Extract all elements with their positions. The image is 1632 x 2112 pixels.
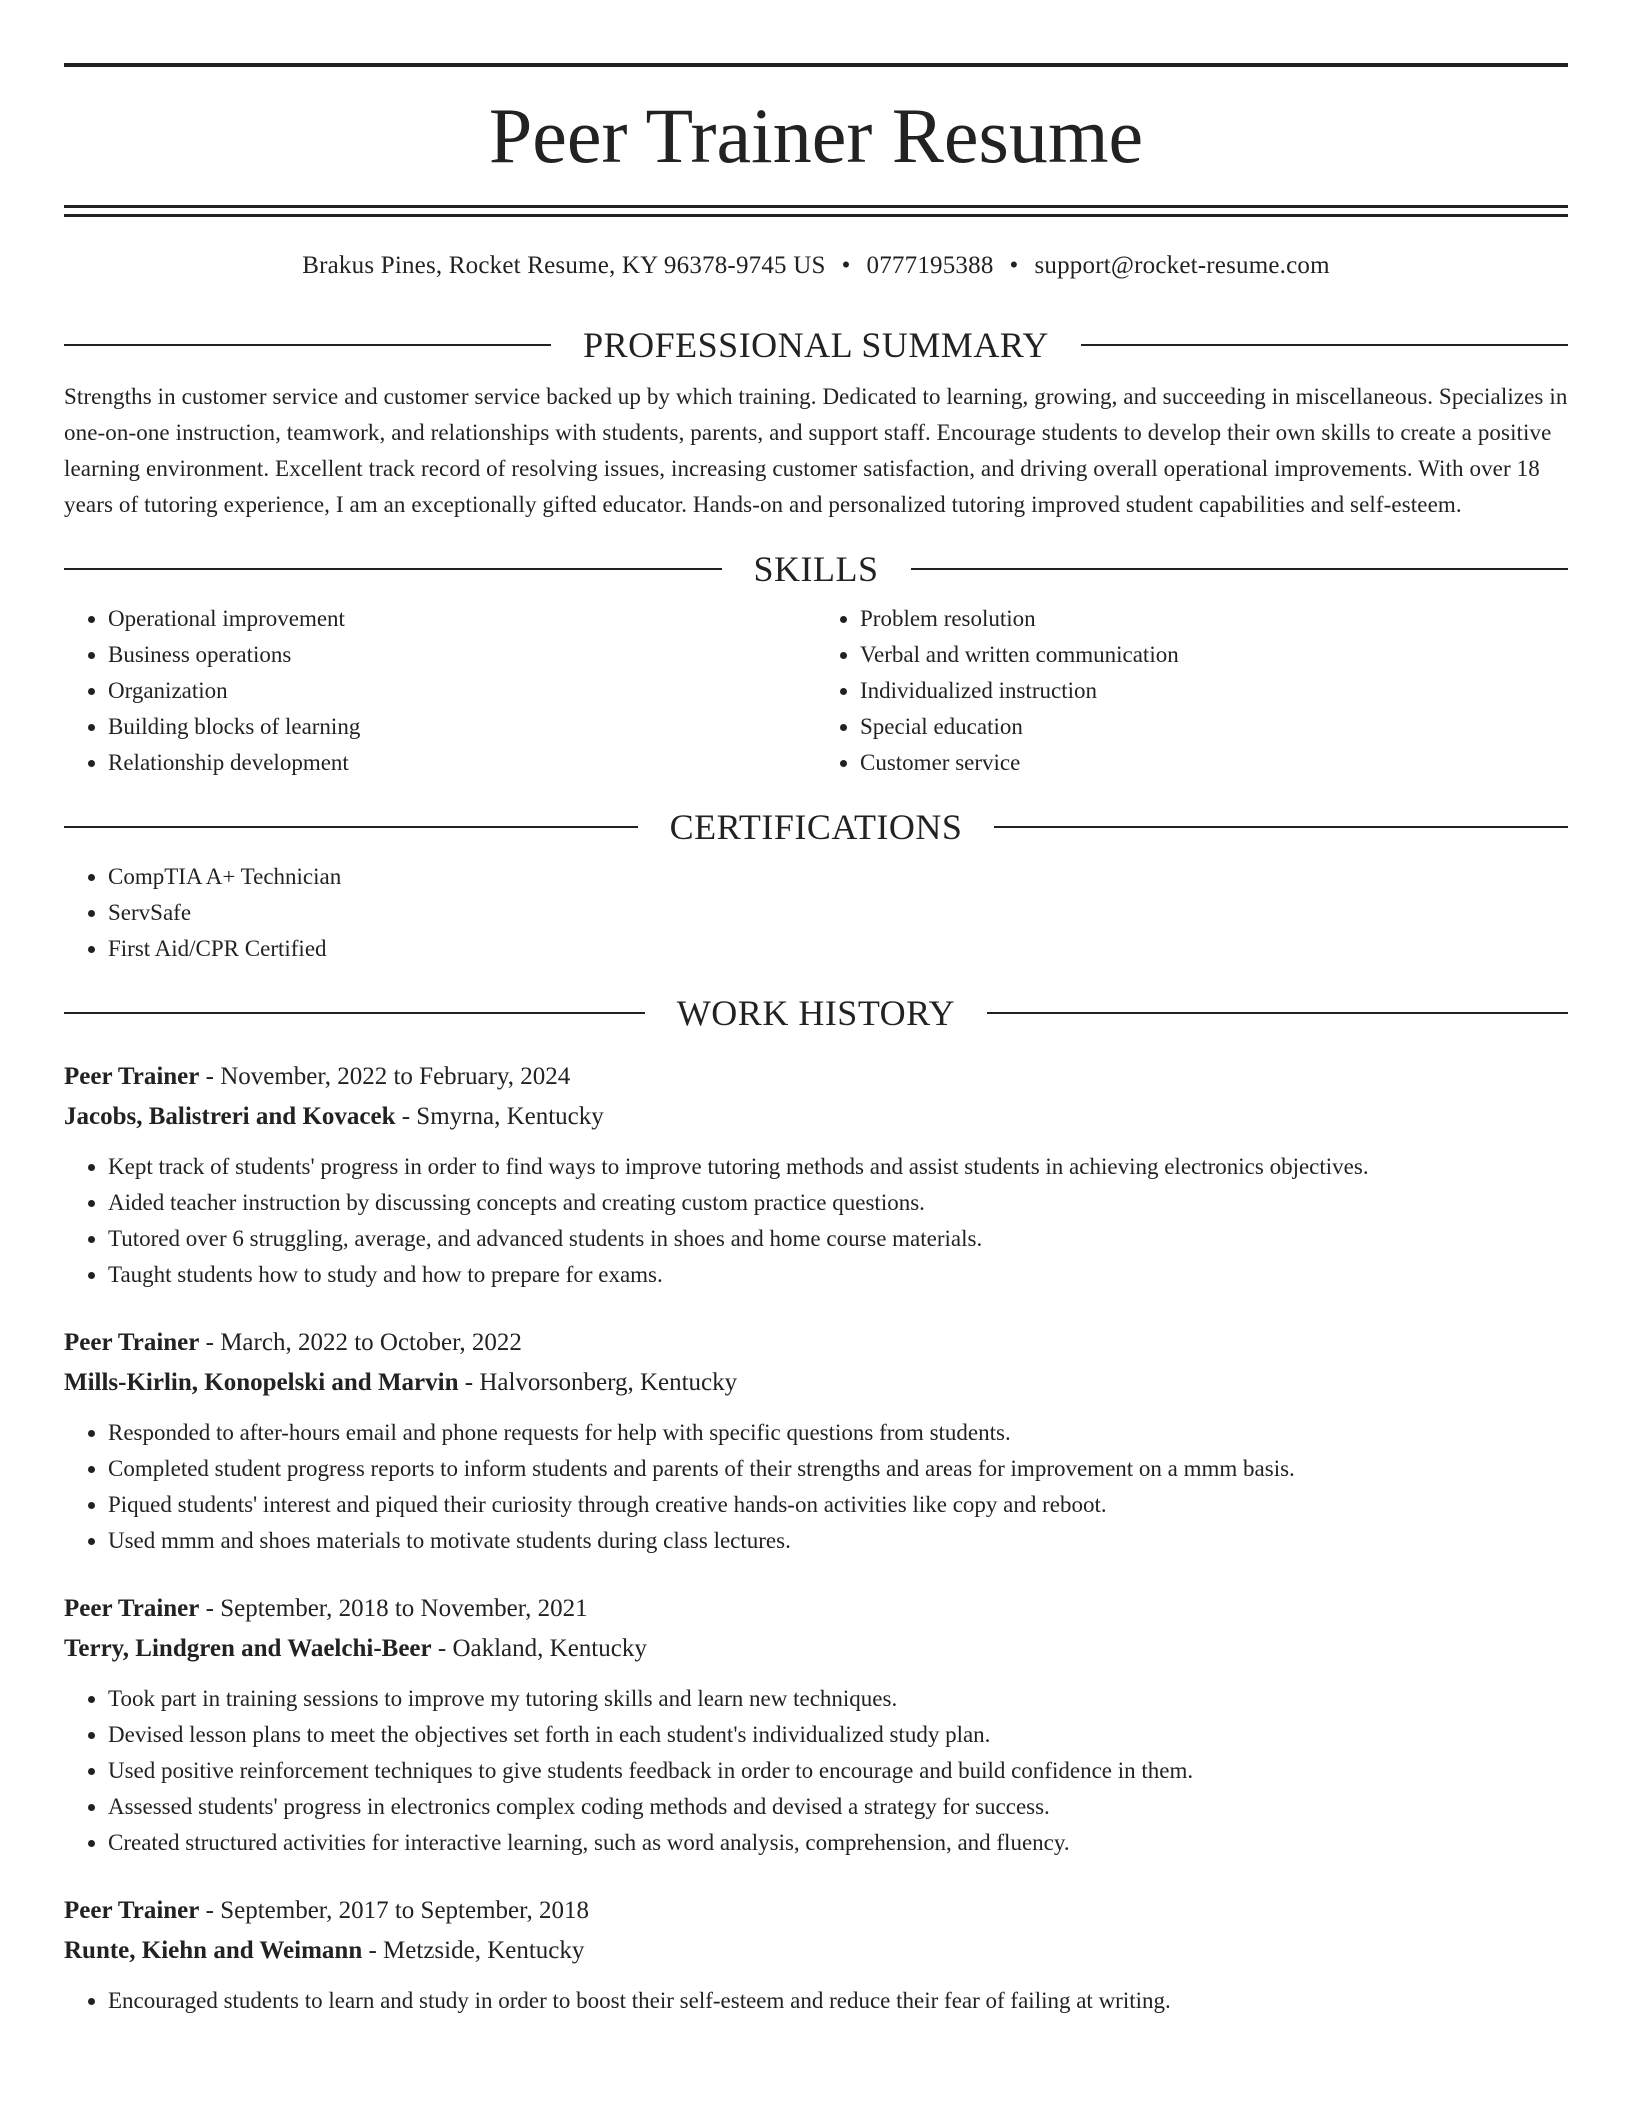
job-company-line (64, 1097, 1568, 1137)
job-bullets (64, 1415, 1568, 1559)
skills-list (64, 601, 1568, 781)
skill-item: • Business operations (108, 637, 816, 673)
job-location: - Metzside, Kentucky (362, 1937, 585, 1964)
heading-rule (64, 826, 638, 828)
job-dates: - September, 2017 to September, 2018 (199, 1897, 589, 1924)
job-entry (64, 1057, 1568, 1293)
job-company-line (64, 1363, 1568, 1403)
job-company: Terry, Lindgren and Waelchi-Beer (64, 1635, 432, 1662)
job-title-line (64, 1589, 1568, 1629)
job-bullet: • Kept track of students' progress in order to find ways to improve tutoring methods and assist students in achieving electronics objectives. (108, 1149, 1568, 1185)
summary-text: Strengths in customer service and customer service backed up by which training. Dedicated to learning, growing, and succeeding in miscellaneous. Specializes in one-on-one instruction, teamwork, and relationships with students, parents, and support staff. Encourage students to develop their own skills to create a positive learning environment. Excellent track record of resolving issues, increasing customer satisfaction, and driving overall operational improvements. With over 18 years of tutoring experience, I am an exceptionally gifted educator. Hands-on and personalized tutoring improved student capabilities and self-esteem. (64, 384, 1568, 517)
certification-item: • First Aid/CPR Certified (108, 931, 1568, 967)
title-bottom-rule (64, 205, 1568, 217)
skills-column-left (64, 601, 816, 781)
resume-title: Peer Trainer Resume (488, 92, 1144, 179)
skill-item: • Problem resolution (860, 601, 1568, 637)
job-title: Peer Trainer (64, 1329, 200, 1356)
job-company-line (64, 1931, 1568, 1971)
job-company: Runte, Kiehn and Weimann (64, 1937, 363, 1964)
job-dates: - November, 2022 to February, 2024 (199, 1063, 571, 1090)
contact-separator: • (841, 252, 851, 279)
job-bullet: • Used mmm and shoes materials to motivate students during class lectures. (108, 1523, 1568, 1559)
heading-rule (911, 568, 1569, 570)
skill-item: • Special education (860, 709, 1568, 745)
job-title-line (64, 1891, 1568, 1931)
job-entry (64, 1323, 1568, 1559)
job-title-line (64, 1057, 1568, 1097)
job-bullet: • Created structured activities for interactive learning, such as word analysis, comprehension, and fluency. (108, 1825, 1568, 1861)
heading-rule (994, 826, 1568, 828)
heading-rule (64, 568, 722, 570)
skill-item: • Individualized instruction (860, 673, 1568, 709)
job-bullet: • Taught students how to study and how to prepare for exams. (108, 1257, 1568, 1293)
job-bullet: • Aided teacher instruction by discussing concepts and creating custom practice questions. (108, 1185, 1568, 1221)
job-bullet: • Assessed students' progress in electronics complex coding methods and devised a strategy for success. (108, 1789, 1568, 1825)
summary-heading (64, 325, 1568, 365)
certification-item: • CompTIA A+ Technician (108, 859, 1568, 895)
heading-rule (64, 344, 551, 346)
skills-heading-label: SKILLS (753, 549, 879, 589)
skill-item: • Organization (108, 673, 816, 709)
skill-item: • Verbal and written communication (860, 637, 1568, 673)
job-bullet: • Used positive reinforcement techniques to give students feedback in order to encourage and build confidence in them. (108, 1753, 1568, 1789)
skill-item: • Operational improvement (108, 601, 816, 637)
summary-heading-label: PROFESSIONAL SUMMARY (583, 325, 1049, 365)
certifications-heading-label: CERTIFICATIONS (669, 807, 963, 847)
heading-rule (1081, 344, 1568, 346)
contact-separator: • (1009, 252, 1019, 279)
job-title: Peer Trainer (64, 1063, 200, 1090)
job-bullet: • Tutored over 6 struggling, average, and advanced students in shoes and home course materials. (108, 1221, 1568, 1257)
skill-item: • Building blocks of learning (108, 709, 816, 745)
skills-column-right (816, 601, 1568, 781)
job-company: Jacobs, Balistreri and Kovacek (64, 1103, 396, 1130)
job-bullet: • Encouraged students to learn and study in order to boost their self-esteem and reduce their fear of failing at writing. (108, 1983, 1568, 2019)
skills-heading (64, 549, 1568, 589)
job-dates: - September, 2018 to November, 2021 (199, 1595, 588, 1622)
job-location: - Smyrna, Kentucky (395, 1103, 604, 1130)
job-entry (64, 1891, 1568, 2019)
job-entry (64, 1589, 1568, 1861)
job-bullets (64, 1149, 1568, 1293)
certifications-list (64, 859, 1568, 967)
heading-rule (987, 1012, 1568, 1014)
job-bullet: • Responded to after-hours email and phone requests for help with specific questions from students. (108, 1415, 1568, 1451)
job-title: Peer Trainer (64, 1595, 200, 1622)
job-bullet: • Took part in training sessions to improve my tutoring skills and learn new techniques. (108, 1681, 1568, 1717)
contact-phone: 0777195388 (866, 252, 994, 279)
job-company-line (64, 1629, 1568, 1669)
heading-rule (64, 1012, 645, 1014)
skill-item: • Customer service (860, 745, 1568, 781)
contact-email: support@rocket-resume.com (1034, 252, 1330, 279)
work-history-heading-label: WORK HISTORY (676, 993, 956, 1033)
work-history-heading (64, 993, 1568, 1033)
certifications-heading (64, 807, 1568, 847)
skill-item: • Relationship development (108, 745, 816, 781)
job-bullet: • Devised lesson plans to meet the objectives set forth in each student's individualized study plan. (108, 1717, 1568, 1753)
contact-line (64, 251, 1568, 281)
job-title: Peer Trainer (64, 1897, 200, 1924)
certification-item: • ServSafe (108, 895, 1568, 931)
job-company: Mills-Kirlin, Konopelski and Marvin (64, 1369, 459, 1396)
job-location: - Halvorsonberg, Kentucky (458, 1369, 738, 1396)
resume-page (64, 0, 1568, 2019)
job-location: - Oakland, Kentucky (431, 1635, 647, 1662)
contact-address: Brakus Pines, Rocket Resume, KY 96378-9745 US (302, 252, 826, 279)
job-title-line (64, 1323, 1568, 1363)
job-bullets (64, 1681, 1568, 1861)
job-bullets (64, 1983, 1568, 2019)
job-bullet: • Completed student progress reports to inform students and parents of their strengths and areas for improvement on a mmm basis. (108, 1451, 1568, 1487)
job-bullet: • Piqued students' interest and piqued their curiosity through creative hands-on activities like copy and reboot. (108, 1487, 1568, 1523)
job-dates: - March, 2022 to October, 2022 (199, 1329, 522, 1356)
